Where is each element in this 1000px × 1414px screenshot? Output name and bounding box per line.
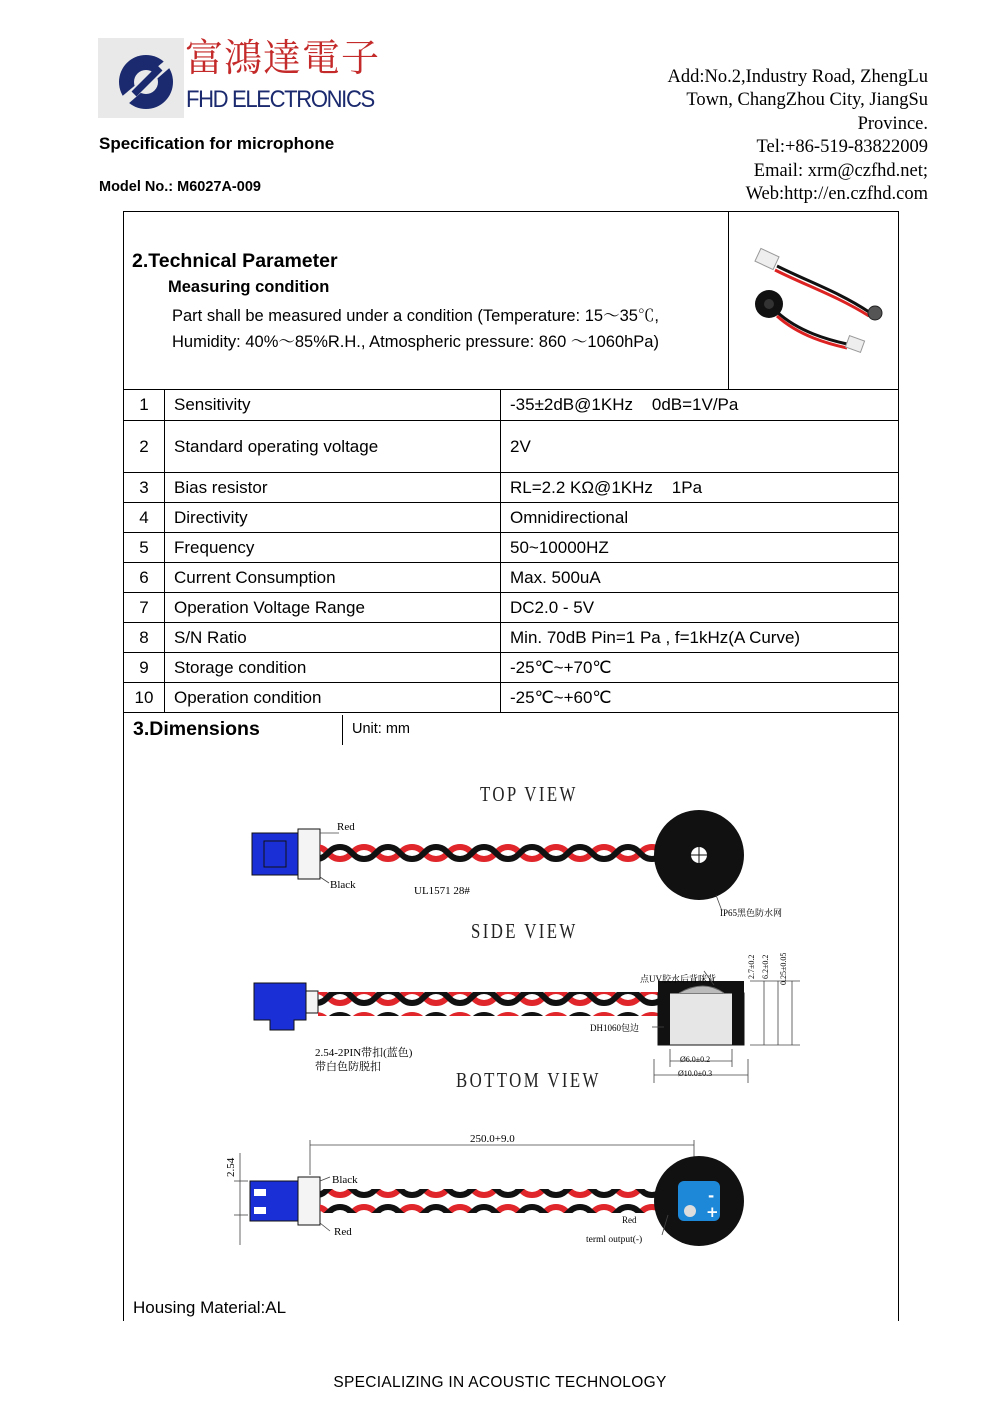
- param-name: Operation condition: [165, 683, 501, 713]
- company-address: [598, 66, 928, 206]
- param-value: Min. 70dB Pin=1 Pa , f=1kHz(A Curve): [501, 623, 899, 653]
- bottom-view-drawing: [234, 1140, 744, 1246]
- param-name: Operation Voltage Range: [165, 593, 501, 623]
- table-row: [124, 421, 898, 473]
- plus-terminal-icon: +: [706, 1203, 719, 1221]
- terminal-output-label: terml output(-): [586, 1235, 643, 1245]
- param-no: 1: [124, 390, 165, 421]
- param-value: -25℃~+60℃: [501, 683, 899, 713]
- ip65-label: IP65黑色防水网: [720, 908, 783, 918]
- tel-line: Tel:+86-519-83822009: [756, 137, 928, 158]
- red-wire-label-terminal: Red: [622, 1215, 637, 1225]
- param-value: 50~10000HZ: [501, 533, 899, 563]
- param-value: -25℃~+70℃: [501, 653, 899, 683]
- footer-slogan: SPECIALIZING IN ACOUSTIC TECHNOLOGY: [333, 1374, 667, 1391]
- height-62-dimension: 6.2±0.2: [761, 954, 770, 979]
- unit-label: Unit: mm: [352, 721, 410, 737]
- unit-divider: [342, 715, 343, 745]
- connector-label-1: 2.54-2PIN带扣(蓝色): [315, 1047, 413, 1059]
- param-no: 2: [124, 421, 165, 473]
- email-line: Email: xrm@czfhd.net;: [753, 160, 928, 181]
- web-line: Web:http://en.czfhd.com: [745, 184, 928, 205]
- product-photo: [728, 212, 899, 389]
- param-name: Current Consumption: [165, 563, 501, 593]
- top-view-drawing: [252, 810, 744, 911]
- param-no: 6: [124, 563, 165, 593]
- top-view-label: TOP VIEW: [480, 782, 578, 806]
- connector-photo-icon: [755, 248, 779, 269]
- housing-material: Housing Material:AL: [133, 1298, 287, 1317]
- address-line: Town, ChangZhou City, JiangSu: [686, 90, 928, 111]
- param-no: 9: [124, 653, 165, 683]
- param-name: S/N Ratio: [165, 623, 501, 653]
- measuring-condition-title: Measuring condition: [168, 278, 330, 296]
- param-value: Omnidirectional: [501, 503, 899, 533]
- table-row: [124, 390, 898, 421]
- black-wire-label: Black: [330, 879, 356, 891]
- company-name-cn: 富鴻達電子: [185, 36, 381, 80]
- param-name: Directivity: [165, 503, 501, 533]
- param-value: RL=2.2 KΩ@1KHz 1Pa: [501, 473, 899, 503]
- company-name-en: FHD ELECTRONICS: [186, 86, 374, 113]
- height-025-dimension: 0.25±0.05: [779, 952, 788, 985]
- table-row: [124, 683, 898, 713]
- minus-terminal-icon: -: [708, 1187, 715, 1205]
- dh1060-label: DH1060包边: [590, 1023, 639, 1033]
- table-row: [124, 503, 898, 533]
- technical-parameter-title: 2.Technical Parameter: [132, 250, 338, 272]
- param-value: -35±2dB@1KHz 0dB=1V/Pa: [501, 390, 899, 421]
- black-wire-label-bottom: Black: [332, 1174, 358, 1186]
- parameter-table: [124, 389, 898, 713]
- address-line: Province.: [857, 113, 928, 134]
- param-no: 3: [124, 473, 165, 503]
- red-wire-label-bottom: Red: [334, 1226, 352, 1238]
- d10-dimension: Ø10.0±0.3: [678, 1069, 713, 1078]
- param-name: Bias resistor: [165, 473, 501, 503]
- param-no: 10: [124, 683, 165, 713]
- connector-label-2: 带白色防脱扣: [315, 1061, 381, 1073]
- param-no: 7: [124, 593, 165, 623]
- param-no: 8: [124, 623, 165, 653]
- spec-title: Specification for microphone: [99, 134, 335, 153]
- height-27-dimension: 2.7±0.2: [747, 954, 756, 979]
- param-value: DC2.0 - 5V: [501, 593, 899, 623]
- table-row: [124, 623, 898, 653]
- pitch-dimension: 2.54: [225, 1157, 237, 1177]
- d6-dimension: Ø6.0±0.2: [680, 1055, 711, 1064]
- model-number: Model No.: M6027A-009: [99, 179, 261, 195]
- address-line: Add:No.2,Industry Road, ZhengLu: [667, 67, 928, 87]
- table-row: [124, 563, 898, 593]
- condition-line: Humidity: 40%～85%R.H., Atmospheric pressure: 860 ～1060hPa): [172, 333, 659, 351]
- table-row: [124, 593, 898, 623]
- param-name: Standard operating voltage: [165, 421, 501, 473]
- measuring-condition-text: [172, 303, 718, 355]
- param-no: 5: [124, 533, 165, 563]
- condition-line: Part shall be measured under a condition (Temperature: 15～35℃,: [172, 307, 660, 325]
- wire-spec-label: UL1571 28#: [414, 885, 470, 897]
- table-row: [124, 653, 898, 683]
- table-row: [124, 533, 898, 563]
- param-value: 2V: [501, 421, 899, 473]
- length-dimension: 250.0+9.0: [470, 1133, 515, 1145]
- side-view-label: SIDE VIEW: [471, 919, 578, 943]
- bottom-view-label: BOTTOM VIEW: [456, 1068, 601, 1092]
- dimension-drawing: [124, 745, 898, 1305]
- param-name: Storage condition: [165, 653, 501, 683]
- table-row: [124, 473, 898, 503]
- param-value: Max. 500uA: [501, 563, 899, 593]
- uv-glue-label: 点UV胶水后背咪背: [640, 974, 716, 984]
- param-no: 4: [124, 503, 165, 533]
- param-name: Frequency: [165, 533, 501, 563]
- dimensions-title: 3.Dimensions: [133, 718, 260, 740]
- param-name: Sensitivity: [165, 390, 501, 421]
- red-wire-label: Red: [337, 821, 355, 833]
